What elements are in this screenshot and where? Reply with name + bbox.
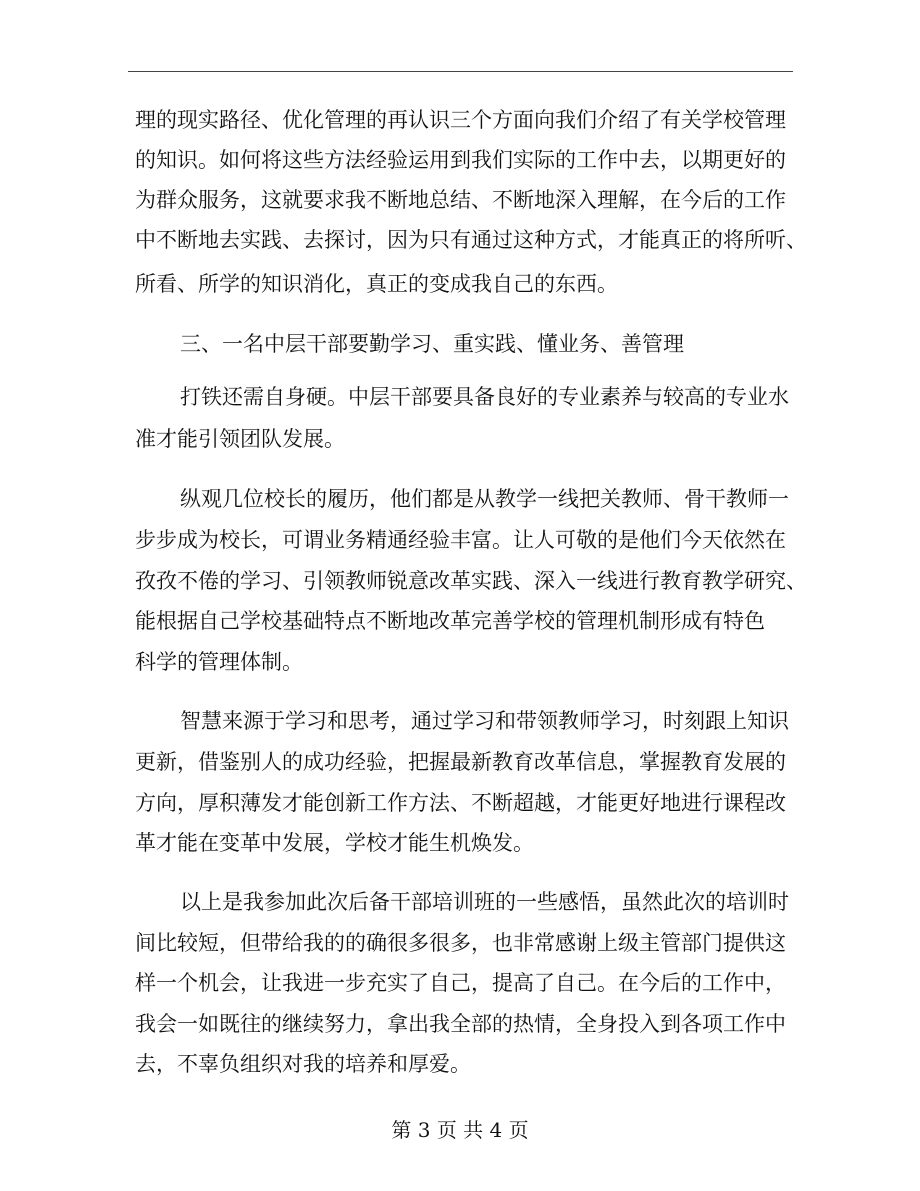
body-line: 孜孜不倦的学习、引领教师锐意改革实践、深入一线进行教育教学研究、	[135, 569, 807, 593]
section-heading: 三、一名中层干部要勤学习、重实践、懂业务、善管理	[180, 332, 684, 356]
body-line: 样一个机会，让我进一步充实了自己，提高了自己。在今后的工作中，	[135, 971, 786, 995]
body-line: 革才能在变革中发展，学校才能生机焕发。	[135, 831, 534, 855]
body-line: 纵观几位校长的履历，他们都是从教学一线把关教师、骨干教师一	[180, 487, 789, 511]
body-line: 方向，厚积薄发才能创新工作方法、不断超越，才能更好地进行课程改	[135, 791, 786, 815]
body-line: 所看、所学的知识消化，真正的变成我自己的东西。	[135, 272, 618, 296]
body-line: 更新，借鉴别人的成功经验，把握最新教育改革信息，掌握教育发展的	[135, 750, 786, 774]
body-line: 打铁还需自身硬。中层干部要具备良好的专业素养与较高的专业水	[180, 385, 789, 409]
body-line: 为群众服务，这就要求我不断地总结、不断地深入理解，在今后的工作	[135, 188, 786, 212]
body-line: 的知识。如何将这些方法经验运用到我们实际的工作中去，以期更好的	[135, 148, 786, 172]
body-line: 我会一如既往的继续努力，拿出我全部的热情，全身投入到各项工作中	[135, 1012, 786, 1036]
body-line: 以上是我参加此次后备干部培训班的一些感悟，虽然此次的培训时	[180, 890, 789, 914]
body-line: 科学的管理体制。	[135, 650, 303, 674]
header-rule	[128, 71, 793, 72]
body-line: 去，不辜负组织对我的培养和厚爱。	[135, 1052, 471, 1076]
body-line: 间比较短，但带给我的的确很多很多，也非常感谢上级主管部门提供这	[135, 931, 786, 955]
body-line: 中不断地去实践、去探讨，因为只有通过这种方式，才能真正的将所听、	[135, 228, 807, 252]
body-line: 智慧来源于学习和思考，通过学习和带领教师学习，时刻跟上知识	[180, 709, 789, 733]
page-number: 第 3 页 共 4 页	[391, 1118, 529, 1142]
body-line: 准才能引领团队发展。	[135, 427, 345, 451]
body-line: 步步成为校长，可谓业务精通经验丰富。让人可敬的是他们今天依然在	[135, 528, 786, 552]
body-line: 能根据自己学校基础特点不断地改革完善学校的管理机制形成有特色	[135, 609, 765, 633]
body-line: 理的现实路径、优化管理的再认识三个方面向我们介绍了有关学校管理	[135, 108, 786, 132]
